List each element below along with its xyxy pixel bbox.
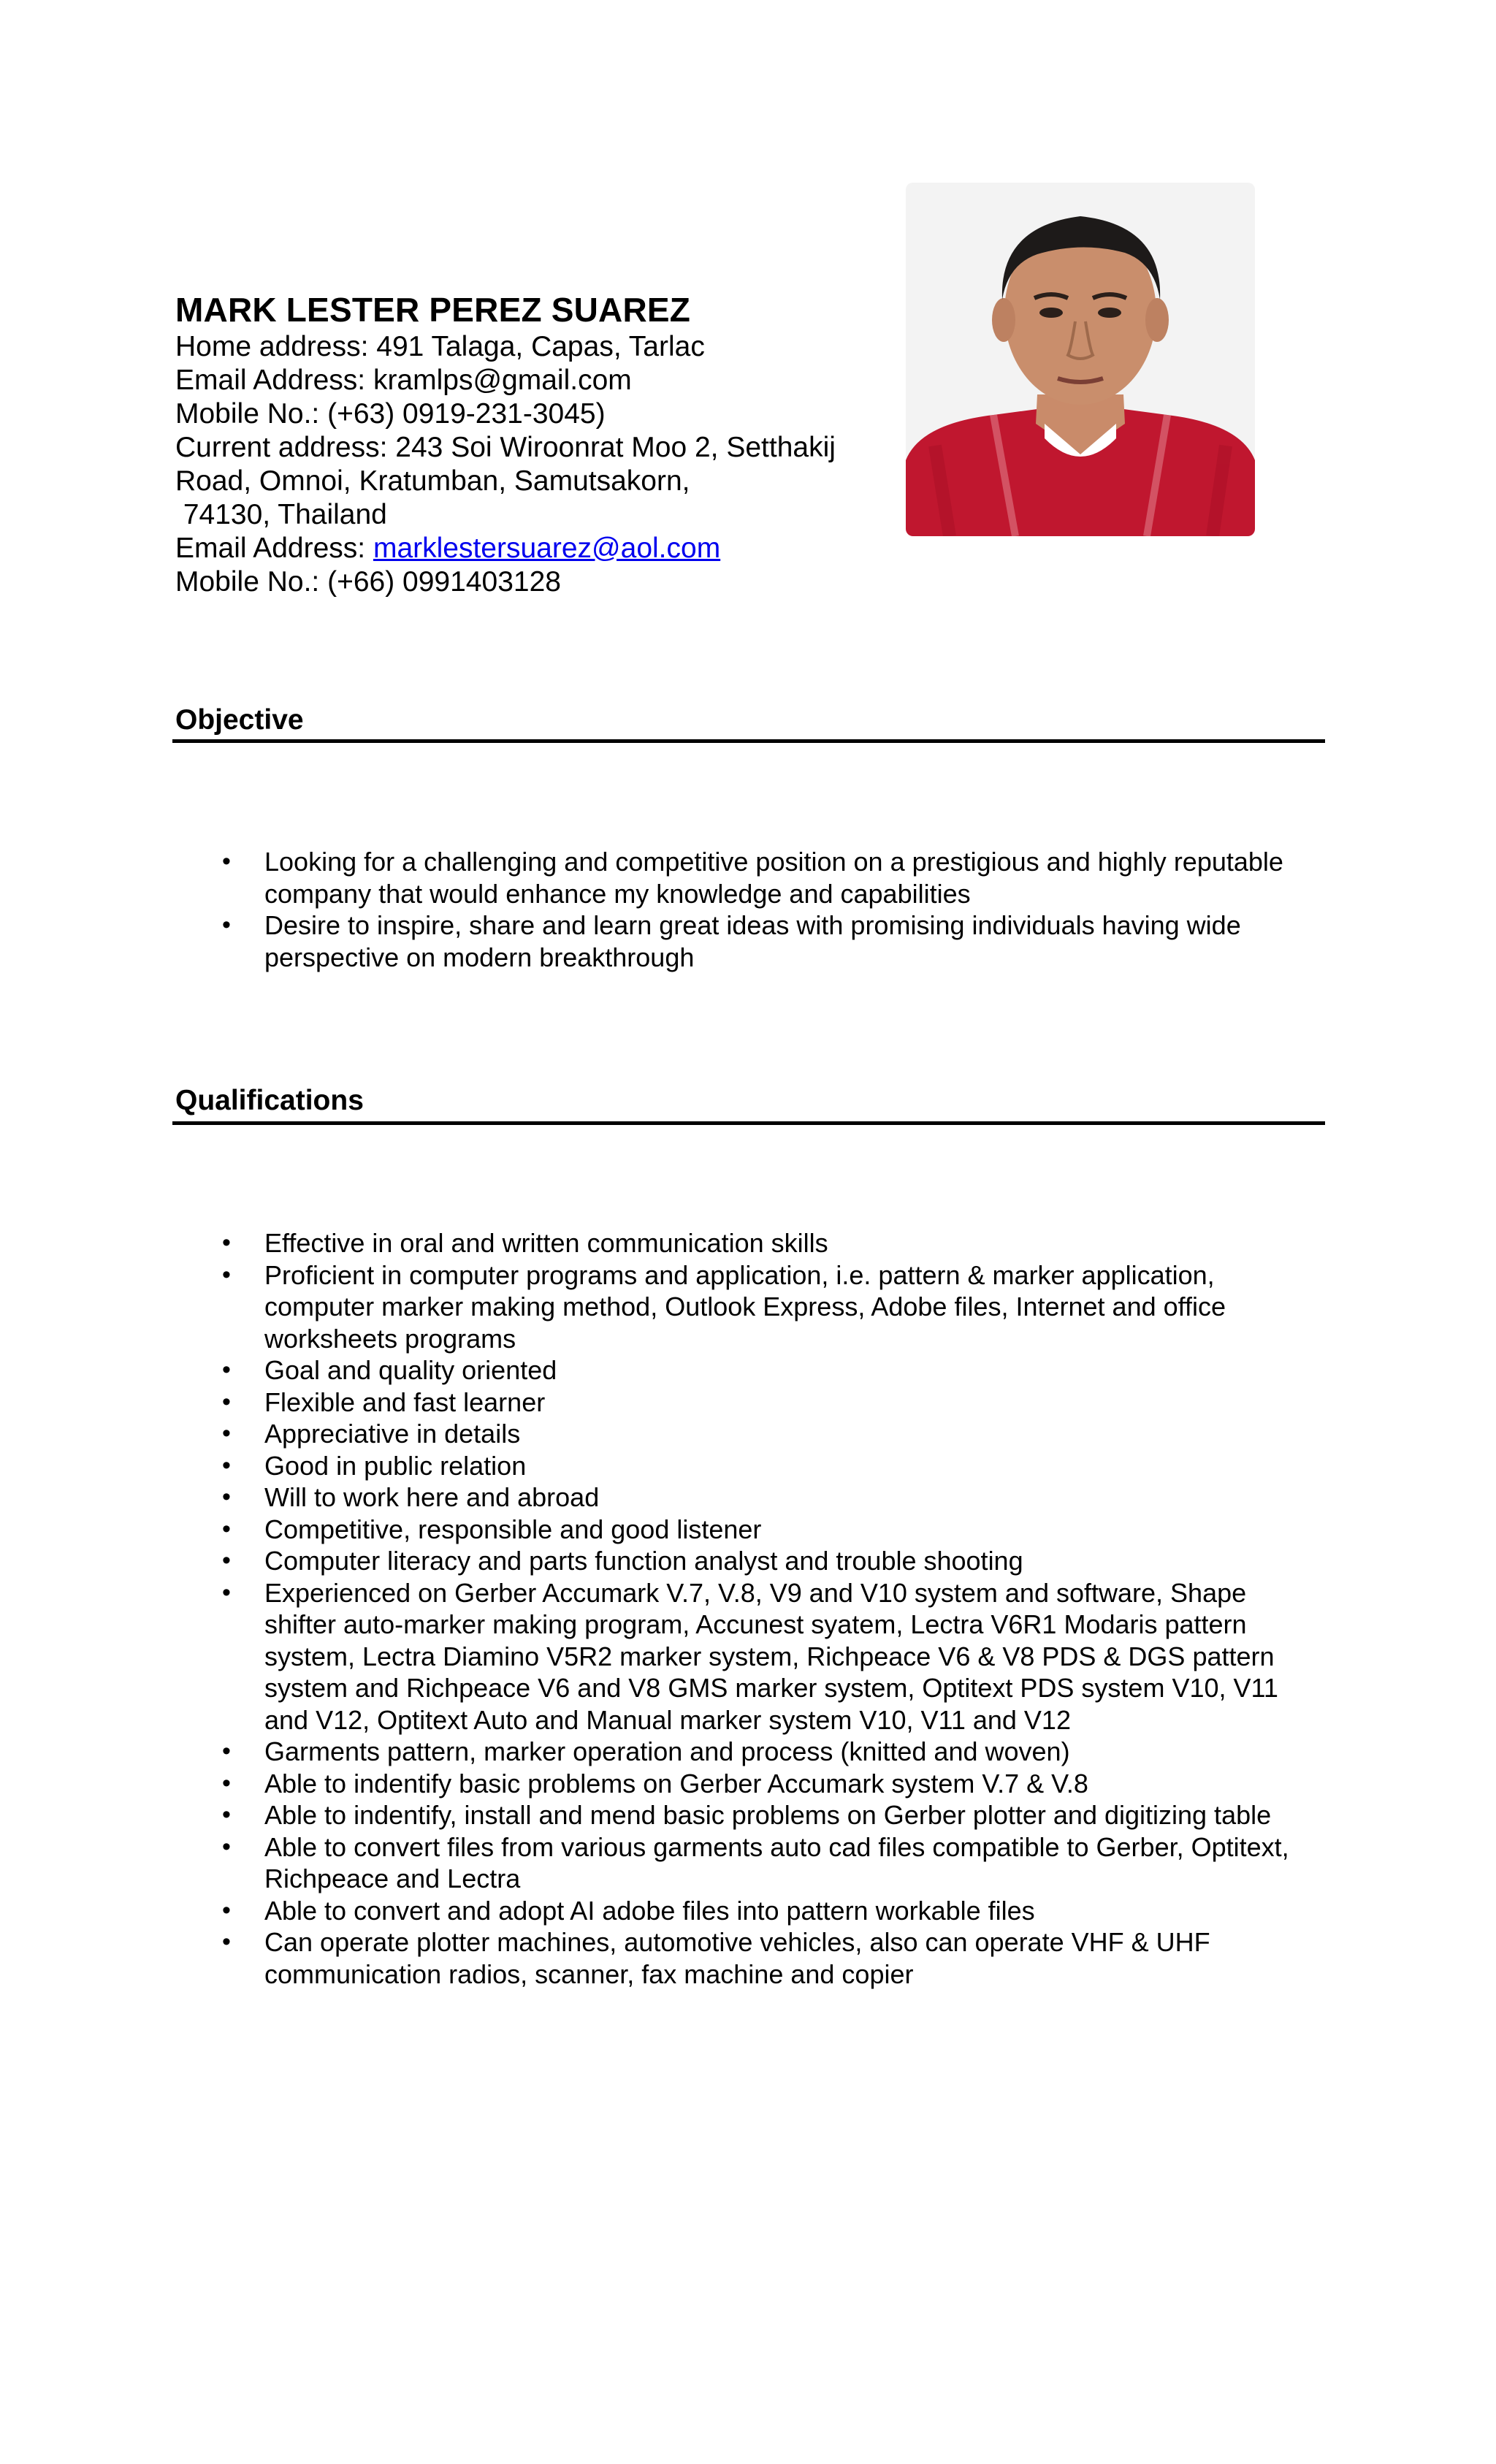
qualifications-item-text: Effective in oral and written communication skills xyxy=(264,1228,828,1258)
portrait-image xyxy=(906,183,1255,536)
qualifications-item-text: worksheets programs xyxy=(264,1323,516,1354)
objective-item-text: Looking for a challenging and competitive position on a prestigious and highly reputable xyxy=(264,847,1283,877)
bullet-icon: • xyxy=(222,1769,231,1797)
bullet-icon: • xyxy=(222,1578,231,1606)
email-secondary-link[interactable]: marklestersuarez@aol.com xyxy=(373,533,721,564)
objective-item xyxy=(175,846,1337,909)
qualifications-item-text: Proficient in computer programs and application, i.e. pattern & marker application, xyxy=(264,1259,1215,1290)
qualifications-item-text: shifter auto-marker making program, Accunest syatem, Lectra V6R1 Modaris pattern xyxy=(264,1609,1247,1639)
bullet-icon: • xyxy=(222,1896,231,1924)
bullet-icon: • xyxy=(222,1260,231,1289)
bullet-icon: • xyxy=(222,1928,231,1956)
objective-divider xyxy=(172,739,1325,743)
bullet-icon: • xyxy=(222,1229,231,1256)
qualifications-item-text: Will to work here and abroad xyxy=(264,1482,600,1512)
qualifications-item xyxy=(175,1354,1337,1387)
qualifications-item-text: system, Lectra Diamino V5R2 marker system, Richpeace V6 & V8 PDS & DGS pattern xyxy=(264,1641,1275,1671)
qualifications-item xyxy=(175,1481,1337,1514)
qualifications-item-text: communication radios, scanner, fax machine and copier xyxy=(264,1958,914,1989)
objective-item xyxy=(175,909,1337,973)
email-secondary-label: Email Address: xyxy=(175,533,373,564)
qualifications-item-text: Richpeace and Lectra xyxy=(264,1864,521,1893)
qualifications-list xyxy=(175,1227,1337,1990)
email-address-primary: Email Address: kramlps@gmail.com xyxy=(175,365,632,396)
qualifications-item-text: Able to indentify, install and mend basic problems on Gerber plotter and digitizing table xyxy=(264,1800,1272,1830)
qualifications-item-text: Can operate plotter machines, automotive vehicles, also can operate VHF & UHF xyxy=(264,1927,1210,1957)
bullet-icon: • xyxy=(222,1419,231,1447)
contact-block xyxy=(175,289,891,599)
qualifications-item-text: and V12, Optitext Auto and Manual marker system V10, V11 and V12 xyxy=(264,1704,1071,1735)
bullet-icon: • xyxy=(222,1514,231,1543)
bullet-icon: • xyxy=(222,1451,231,1479)
qualifications-item xyxy=(175,1387,1337,1419)
qualifications-item-text: Goal and quality oriented xyxy=(264,1355,557,1385)
mobile-number-secondary: Mobile No.: (+66) 0991403128 xyxy=(175,566,561,598)
bullet-icon: • xyxy=(222,1546,231,1574)
bullet-icon: • xyxy=(222,1387,231,1416)
qualifications-item-text: Able to convert and adopt AI adobe files into pattern workable files xyxy=(264,1895,1035,1926)
qualifications-item xyxy=(175,1895,1337,1927)
home-address: Home address: 491 Talaga, Capas, Tarlac xyxy=(175,331,705,362)
qualifications-item-text: Computer literacy and parts function analyst and trouble shooting xyxy=(264,1546,1023,1576)
mobile-number-primary: Mobile No.: (+63) 0919-231-3045) xyxy=(175,398,606,430)
qualifications-item-text: Competitive, responsible and good listener xyxy=(264,1514,762,1544)
bullet-icon: • xyxy=(222,1801,231,1828)
objective-item-text: company that would enhance my knowledge and capabilities xyxy=(264,878,971,909)
applicant-photo xyxy=(906,183,1255,536)
bullet-icon: • xyxy=(222,911,231,939)
qualifications-item-text: Good in public relation xyxy=(264,1450,527,1481)
qualifications-item xyxy=(175,1450,1337,1482)
current-address-line-3: 74130, Thailand xyxy=(175,499,387,530)
objective-heading: Objective xyxy=(175,704,304,736)
qualifications-item-text: Flexible and fast learner xyxy=(264,1387,546,1417)
objective-item-text: Desire to inspire, share and learn great ideas with promising individuals having wide xyxy=(264,910,1241,940)
qualifications-item-text: Experienced on Gerber Accumark V.7, V.8, V9 and V10 system and software, Shape xyxy=(264,1577,1247,1608)
bullet-icon: • xyxy=(222,847,231,875)
qualifications-heading: Qualifications xyxy=(175,1085,364,1116)
qualifications-item xyxy=(175,1768,1337,1800)
qualifications-item-text: Garments pattern, marker operation and process (knitted and woven) xyxy=(264,1736,1070,1766)
qualifications-item-text: Appreciative in details xyxy=(264,1419,521,1449)
qualifications-item-text: system and Richpeace V6 and V8 GMS marker system, Optitext PDS system V10, V11 xyxy=(264,1673,1278,1703)
current-address-line-1: Current address: 243 Soi Wiroonrat Moo 2, Setthakij xyxy=(175,432,836,463)
qualifications-item-text: computer marker making method, Outlook Express, Adobe files, Internet and office xyxy=(264,1292,1226,1321)
objective-item-text: perspective on modern breakthrough xyxy=(264,942,695,972)
qualifications-item-text: Able to convert files from various garments auto cad files compatible to Gerber, Optitext, xyxy=(264,1831,1289,1862)
qualifications-divider xyxy=(172,1121,1325,1125)
qualifications-item xyxy=(175,1545,1337,1577)
qualifications-item xyxy=(175,1418,1337,1450)
qualifications-item xyxy=(175,1514,1337,1546)
bullet-icon: • xyxy=(222,1483,231,1511)
qualifications-item xyxy=(175,1227,1337,1259)
qualifications-item xyxy=(175,1831,1337,1895)
objective-list xyxy=(175,846,1337,973)
qualifications-item xyxy=(175,1799,1337,1831)
bullet-icon: • xyxy=(222,1832,231,1861)
current-address-line-2: Road, Omnoi, Kratumban, Samutsakorn, xyxy=(175,465,690,497)
qualifications-item xyxy=(175,1926,1337,1990)
bullet-icon: • xyxy=(222,1737,231,1765)
qualifications-item xyxy=(175,1736,1337,1768)
email-address-secondary xyxy=(175,532,891,565)
applicant-name: MARK LESTER PEREZ SUAREZ xyxy=(175,291,691,329)
qualifications-item xyxy=(175,1259,1337,1355)
qualifications-item xyxy=(175,1577,1337,1736)
qualifications-item-text: Able to indentify basic problems on Gerber Accumark system V.7 & V.8 xyxy=(264,1768,1088,1799)
bullet-icon: • xyxy=(222,1356,231,1384)
